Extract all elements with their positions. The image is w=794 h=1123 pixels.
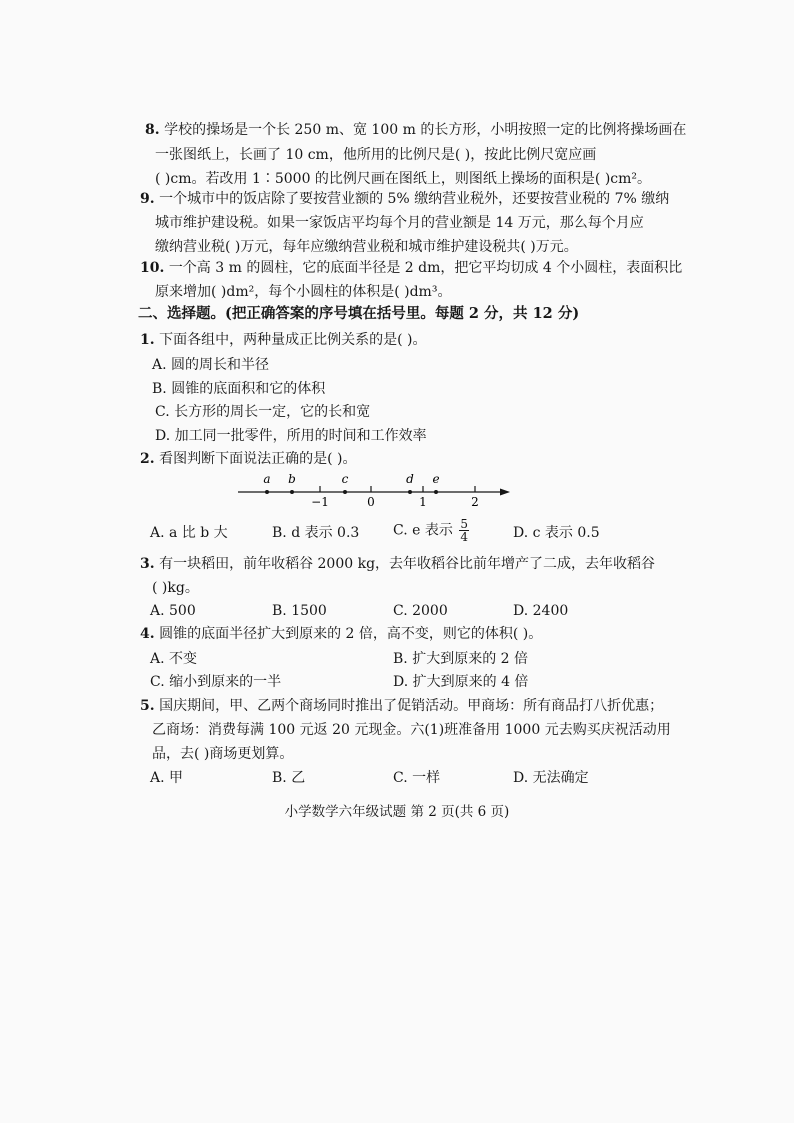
choice-q3-option-a: A. 500 [150,603,196,619]
choice-q3-option-b: B. 1500 [272,603,327,619]
fraction-denominator: 4 [460,530,468,544]
choice-q5-text-2: 乙商场：消费每满 100 元返 20 元现金。六(1)班准备用 1000 元去购买庆祝活动用 [152,722,671,738]
q9-text-1: 一个城市中的饭店除了要按营业额的 5% 缴纳营业税外，还要按营业税的 7% 缴纳 [159,191,670,207]
choice-q2-option-b: B. d 表示 0.3 [272,525,360,541]
tick-label-2: 2 [471,495,479,509]
point-label-c: c [341,472,349,486]
point-label-a: a [263,472,271,486]
choice-q2-number: 2. [140,451,155,467]
choice-q2-option-c-text: C. e 表示 [393,522,453,539]
point-label-b: b [288,472,296,486]
choice-q2-stem-line [140,449,356,469]
choice-q1-option-a: A. 圆的周长和半径 [152,357,270,373]
choice-q5-option-a: A. 甲 [150,770,184,786]
choice-q1-stem-line [140,330,426,350]
choice-q5-text-1: 国庆期间，甲、乙两个商场同时推出了促销活动。甲商场：所有商品打八折优惠； [159,698,664,714]
choice-q5-text-3: 品，去( )商场更划算。 [152,746,294,762]
fraction-numerator: 5 [460,517,468,531]
choice-q3-stem-line [140,554,655,574]
q9-text-2: 城市维护建设税。如果一家饭店平均每个月的营业额是 14 万元，那么每个月应 [155,215,644,231]
number-line-arrow [500,489,510,496]
choice-q3-option-d: D. 2400 [513,603,569,619]
choice-q2-option-d: D. c 表示 0.5 [513,525,600,541]
point-a [265,490,269,494]
choice-q1-option-d: D. 加工同一批零件，所用的时间和工作效率 [155,428,427,444]
fraction-five-fourths [459,518,469,543]
choice-q3-stem-2: ( )kg。 [152,580,199,596]
choice-q5-number: 5. [140,698,155,714]
number-line-figure [230,470,520,512]
page-footer: 小学数学六年级试题 第 2 页(共 6 页) [284,804,510,820]
choice-q3-option-c: C. 2000 [393,603,448,619]
q10-number: 10. [140,260,165,276]
choice-q4-option-b: B. 扩大到原来的 2 倍 [393,651,528,667]
choice-q5-option-b: B. 乙 [272,770,306,786]
choice-q1-stem: 下面各组中，两种量成正比例关系的是( )。 [159,332,427,348]
point-e [434,490,438,494]
choice-q2-stem: 看图判断下面说法正确的是( )。 [159,451,357,467]
q9-text-3: 缴纳营业税( )万元，每年应缴纳营业税和城市维护建设税共( )万元。 [155,239,578,255]
q9-number: 9. [140,191,155,207]
point-b [290,490,294,494]
q8-number: 8. [145,122,160,138]
choice-q4-stem-line [140,624,542,644]
point-d [408,490,412,494]
point-c [343,490,347,494]
q8-line1 [145,120,686,140]
q9-line1 [140,189,669,209]
choice-q4-option-d: D. 扩大到原来的 4 倍 [393,674,529,690]
choice-q1-number: 1. [140,332,155,348]
choice-q5-option-d: D. 无法确定 [513,770,589,786]
section-heading-choice: 二、选择题。(把正确答案的序号填在括号里。每题 2 分，共 12 分) [138,305,580,322]
tick-label-1: 1 [419,495,427,509]
choice-q4-number: 4. [140,626,155,642]
q10-line1 [140,258,682,278]
choice-q3-number: 3. [140,556,155,572]
point-label-d: d [406,472,414,486]
q8-text-1: 学校的操场是一个长 250 m、宽 100 m 的长方形，小明按照一定的比例将操场画在 [164,122,687,138]
choice-q1-option-c: C. 长方形的周长一定，它的长和宽 [155,404,371,420]
choice-q4-option-a: A. 不变 [150,651,198,667]
q8-text-2: 一张图纸上，长画了 10 cm，他所用的比例尺是( )，按此比例尺宽应画 [155,147,597,163]
q10-text-2: 原来增加( )dm²，每个小圆柱的体积是( )dm³。 [155,284,452,300]
choice-q4-stem: 圆锥的底面半径扩大到原来的 2 倍，高不变，则它的体积( )。 [159,626,543,642]
q10-text-1: 一个高 3 m 的圆柱，它的底面半径是 2 dm，把它平均切成 4 个小圆柱，表面积比 [168,260,683,276]
tick-label-minus-1: −1 [311,495,329,509]
point-label-e: e [432,472,440,486]
choice-q2-option-a: A. a 比 b 大 [150,525,228,541]
choice-q3-stem-1: 有一块稻田，前年收稻谷 2000 kg，去年收稻谷比前年增产了二成，去年收稻谷 [159,556,656,572]
choice-q2-option-c [393,518,469,543]
choice-q5-stem-line [140,696,663,716]
choice-q1-option-b: B. 圆锥的底面积和它的体积 [152,381,326,397]
q8-text-3: ( )cm。若改用 1∶5000 的比例尺画在图纸上，则图纸上操场的面积是( )cm²。 [155,171,652,187]
choice-q5-option-c: C. 一样 [393,770,441,786]
choice-q4-option-c: C. 缩小到原来的一半 [150,674,282,690]
tick-label-0: 0 [367,495,375,509]
